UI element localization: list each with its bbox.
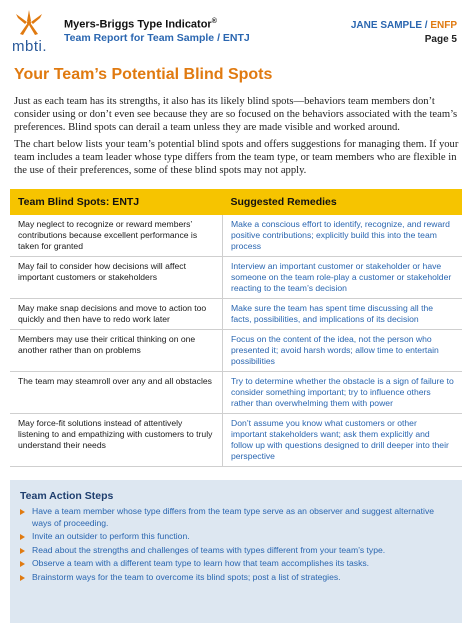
mbti-logo-icon <box>14 8 44 38</box>
blind-spot-cell: May fail to consider how decisions will affect important customers or stakeholders <box>10 257 223 299</box>
blind-spot-cell: May force-fit solutions instead of attentively listening to and empathizing with customers to truly understand their needs <box>10 414 223 467</box>
table-header-row <box>10 189 462 215</box>
triangle-bullet-icon <box>20 509 25 515</box>
triangle-bullet-icon <box>20 575 25 581</box>
table-row <box>10 257 462 299</box>
list-item: Brainstorm ways for the team to overcome its blind spots; post a list of strategies. <box>20 572 450 584</box>
column-header-remedies: Suggested Remedies <box>223 189 463 215</box>
mbti-logo <box>10 8 54 60</box>
remedy-cell: Interview an important customer or stakeholder or have someone on the team role-play a customer or stakeholder reacting to the team’s decision <box>223 257 463 299</box>
blind-spot-cell: May make snap decisions and move to action too quickly and then have to redo work later <box>10 299 223 330</box>
chart-explanation-paragraph: The chart below lists your team’s potential blind spots and offers suggestions for managing them. If your team includes a team leader whose type differs from the team type, or team members who are flexible in the use of their preferences, some of these blind spots may not apply. <box>14 139 459 176</box>
action-steps-list <box>20 506 450 585</box>
remedy-cell: Don’t assume you know what customers or other important stakeholders want; ask them explicitly and follow up with questions designed to drill deeper into their perspective <box>223 414 463 467</box>
column-header-blind-spots: Team Blind Spots: ENTJ <box>10 189 223 215</box>
team-action-steps-box <box>10 480 462 623</box>
triangle-bullet-icon <box>20 561 25 567</box>
action-steps-title: Team Action Steps <box>20 490 114 502</box>
instrument-title: Myers-Briggs Type Indicator® <box>64 18 217 31</box>
report-subtitle: Team Report for Team Sample / ENTJ <box>64 32 250 44</box>
remedy-cell: Make a conscious effort to identify, recognize, and reward positive contributions; explicitly build this into the team process <box>223 215 463 257</box>
page-number: Page 5 <box>424 34 457 45</box>
respondent-name: JANE SAMPLE / ENFP <box>350 20 457 31</box>
remedy-cell: Focus on the content of the idea, not the person who presented it; avoid harsh words; allow time to entertain possibilities <box>223 330 463 372</box>
list-item: Observe a team with a different team type to learn how that team accomplishes its tasks. <box>20 558 450 570</box>
table-row <box>10 414 462 467</box>
triangle-bullet-icon <box>20 534 25 540</box>
report-header <box>8 8 465 60</box>
section-title: Your Team’s Potential Blind Spots <box>14 66 273 83</box>
remedy-cell: Try to determine whether the obstacle is a sign of failure to consider something important; try to influence others rather than overwhelming them with power <box>223 372 463 414</box>
respondent-type: ENFP <box>430 20 457 31</box>
logo-text: mbti. <box>12 38 48 55</box>
list-item: Have a team member whose type differs from the team type serve as an observer and suggest alternative ways of proceeding. <box>20 506 450 529</box>
table-row <box>10 215 462 257</box>
remedy-cell: Make sure the team has spent time discussing all the facts, possibilities, and implications of its decision <box>223 299 463 330</box>
intro-paragraph: Just as each team has its strengths, it also has its likely blind spots—behaviors team members don’t consider using or don’t even see because they are so focused on the behaviors associated with the team’s preferences. Blind spots can derail a team unless they are made visible and worked around. <box>14 96 458 133</box>
blind-spot-cell: May neglect to recognize or reward members’ contributions because excellent performance is taken for granted <box>10 215 223 257</box>
blind-spot-cell: Members may use their critical thinking on one another rather than on problems <box>10 330 223 372</box>
table-row <box>10 299 462 330</box>
table-row <box>10 330 462 372</box>
triangle-bullet-icon <box>20 548 25 554</box>
list-item: Invite an outsider to perform this function. <box>20 531 450 543</box>
list-item: Read about the strengths and challenges of teams with types different from your team’s type. <box>20 545 450 557</box>
blind-spot-cell: The team may steamroll over any and all obstacles <box>10 372 223 414</box>
table-row <box>10 372 462 414</box>
blind-spots-table <box>10 189 462 467</box>
